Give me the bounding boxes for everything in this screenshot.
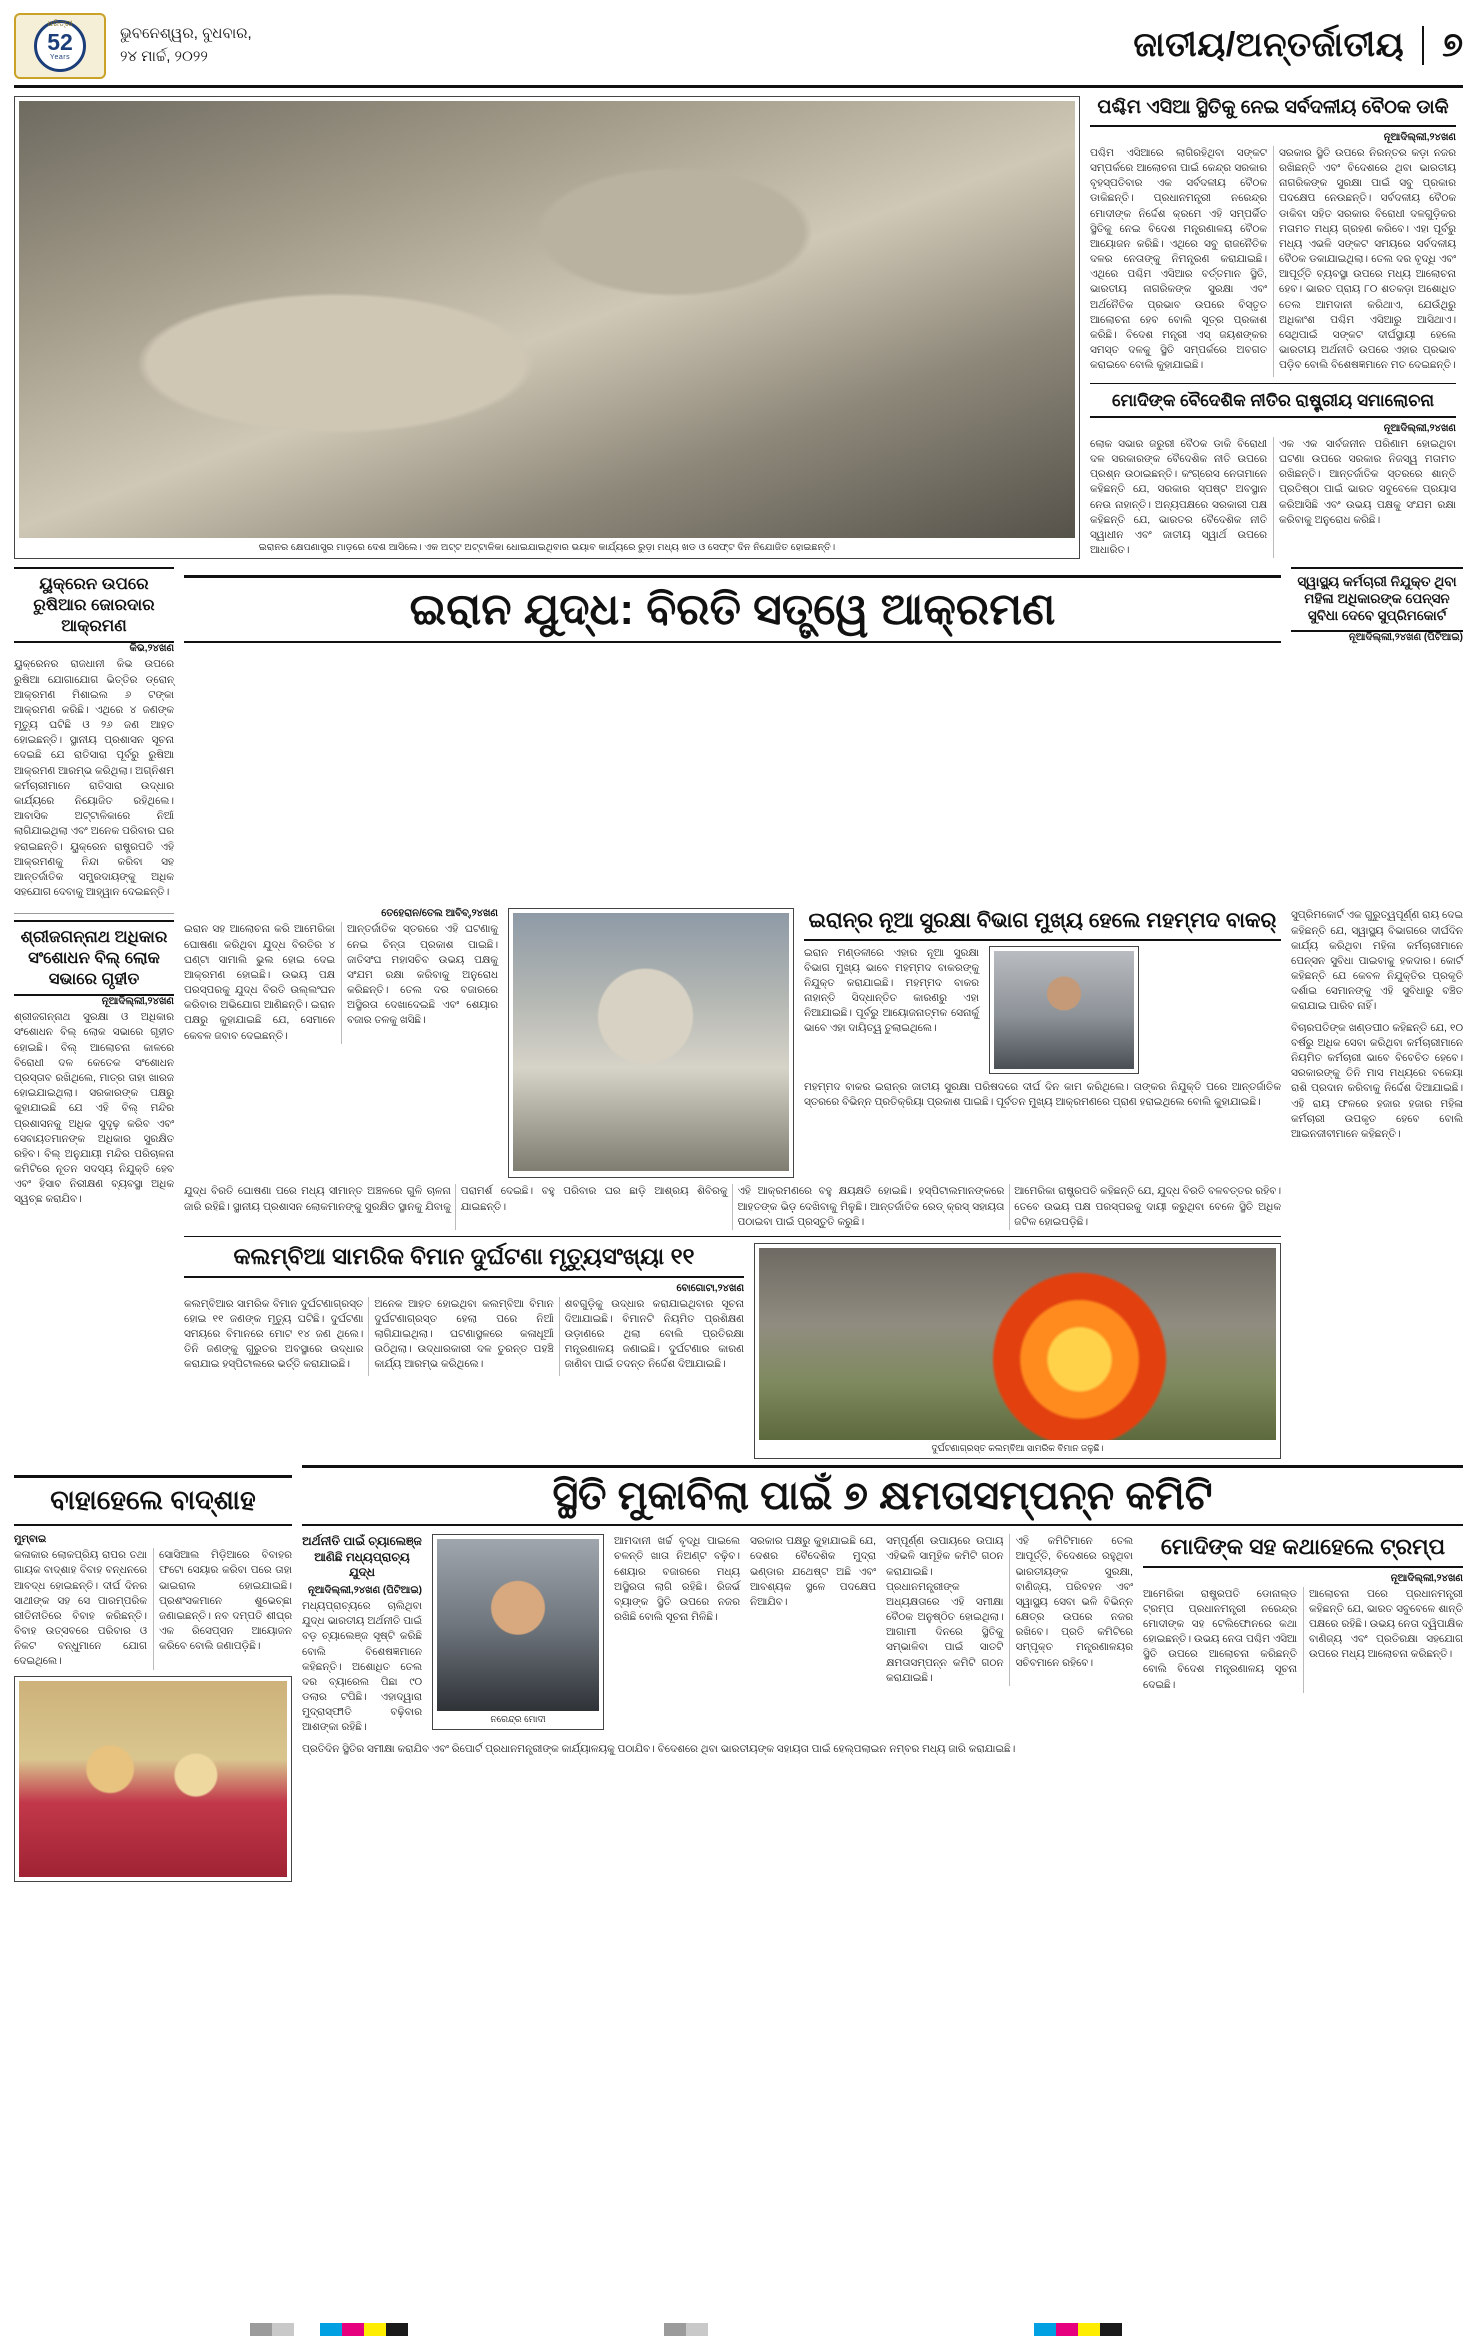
story-women-pension-dateline: ନୂଆଦିଲ୍ଲୀ,୨୪ଖଣ (ପିଟିଆଇ)	[1348, 632, 1463, 644]
trump-column	[1143, 1534, 1463, 1882]
story-colombia-body	[184, 1297, 744, 1377]
committee-text	[886, 1534, 1133, 1735]
blast-site-photo	[19, 101, 1075, 538]
wedding-couple-photo	[19, 1681, 287, 1877]
paragraph: କଲମ୍ବିଆର ସାମରିକ ବିମାନ ଦୁର୍ଘଟଣାଗ୍ରସ୍ତ ହୋଇ ୧୧ ଜଣଙ୍କ ମୃତ୍ୟୁ ଘଟିଛି। ଦୁର୍ଘଟଣା ସମୟରେ ବିମାନରେ ମୋଟ ୧୪ ଜଣ ଥିଲେ। ତିନି ଜଣଙ୍କୁ ଗୁରୁତର ଅବସ୍ଥାରେ ଉଦ୍ଧାର କରାଯାଇ ହସ୍ପିଟାଲରେ ଭର୍ତ୍ତି କରାଯାଇଛି।	[184, 1298, 364, 1371]
color-swatch	[1034, 2323, 1056, 2336]
couple-photo-block	[14, 1676, 292, 1882]
story-trump-body	[1143, 1587, 1463, 1693]
story-trump-dateline: ନୂଆଦିଲ୍ଲୀ,୨୪ଖଣ	[1390, 1572, 1463, 1584]
paragraph: ଅନେକ ଆହତ ହୋଇଥିବା କଲମ୍ବିଆ ବିମାନ ଦୁର୍ଘଟଣାଗ୍ରସ୍ତ ହେଲା ପରେ ନିଆଁ ଲାଗିଯାଇଥିଲା। ଘଟଣାସ୍ଥଳରେ କଳାଧୂଆଁ ଉଠିଥିଲା। ଉଦ୍ଧାରକାରୀ ଦଳ ତୁରନ୍ତ ପହଞ୍ଚି କାର୍ଯ୍ୟ ଆରମ୍ଭ କରିଥିଲେ।	[374, 1298, 554, 1371]
story-ukraine-headline: ୟୁକ୍ରେନ ଉପରେ ରୁଷିଆର ଜୋରଦାର ଆକ୍ରମଣ	[14, 567, 174, 643]
top-zone	[14, 96, 1463, 559]
mid-center-column	[184, 908, 1281, 1459]
page-number: ୭	[1422, 26, 1463, 65]
color-swatch	[250, 2323, 272, 2336]
paragraph: ଆଲୋଚନା ପରେ ପ୍ରଧାନମନ୍ତ୍ରୀ କହିଛନ୍ତି ଯେ, ଭାରତ ସବୁବେଳେ ଶାନ୍ତି ପକ୍ଷରେ ରହିଛି। ଉଭୟ ନେତା ଦ୍ୱିପାକ୍ଷିକ ବାଣିଜ୍ୟ ଏବଂ ପ୍ରତିରକ୍ଷା ସହଯୋଗ ଉପରେ ମଧ୍ୟ ଆଲୋଚନା କରିଛନ୍ତି।	[1309, 1588, 1463, 1661]
anniversary-years-label: Years	[49, 53, 71, 61]
paragraph: ଆମେରିକା ରାଷ୍ଟ୍ରପତି ଡୋନାଲ୍ଡ ଟ୍ରମ୍ପ ପ୍ରଧାନମନ୍ତ୍ରୀ ନରେନ୍ଦ୍ର ମୋଦୀଙ୍କ ସହ ଟେଲିଫୋନରେ କଥା ହୋଇଛନ୍ତି। ଉଭୟ ନେତା ପଶ୍ଚିମ ଏସିଆ ସ୍ଥିତି ଉପରେ ଆଲୋଚନା କରିଛନ୍ତି ବୋଲି ବିଦେଶ ମନ୍ତ୍ରଣାଳୟ ସୂଚନା ଦେଇଛି।	[1143, 1588, 1297, 1691]
main-banner-wrap	[184, 567, 1281, 900]
paragraph: ଆମଦାନୀ ଖର୍ଚ୍ଚ ବୃଦ୍ଧି ପାଇଲେ ଚଳନ୍ତି ଖାତା ନିଅଣ୍ଟ ବଢ଼ିବ। ଶେୟାର ବଜାରରେ ମଧ୍ୟ ଅସ୍ଥିରତା ଲାଗି ରହିଛି। ରିଜର୍ଭ ବ୍ୟାଙ୍କ ସ୍ଥିତି ଉପରେ ନଜର ରଖିଛି ବୋଲି ସୂଚନା ମିଳିଛି।	[614, 1536, 740, 1624]
iran-security-row	[804, 946, 1281, 1074]
newspaper-logo	[14, 13, 106, 79]
bottom-banner-row	[14, 1465, 1463, 1526]
story-west-asia-headline: ପଶ୍ଚିମ ଏସିଆ ସ୍ଥିତିକୁ ନେଇ ସର୍ବଦଳୀୟ ବୈଠକ ଡାକି	[1090, 96, 1456, 127]
paragraph: ସମ୍ପୂର୍ଣ୍ଣ ଉପାୟରେ ଉପାୟ ଏହିଭଳି ସାମୂହିକ କମିଟି ଗଠନ କରାଯାଇଛି। ପ୍ରଧାନମନ୍ତ୍ରୀଙ୍କ ଅଧ୍ୟକ୍ଷତାରେ ଏହି ସମୀକ୍ଷା ବୈଠକ ଅନୁଷ୍ଠିତ ହୋଇଥିଲା। ଆଗାମୀ ଦିନରେ ସ୍ଥିତିକୁ ସମ୍ଭାଳିବା ପାଇଁ ସାତଟି କ୍ଷମତାସମ୍ପନ୍ନ କମିଟି ଗଠନ କରାଯାଇଛି।	[886, 1536, 1004, 1684]
paragraph: ଇରାନ ସହ ଆଲୋଚନା କରି ଆମେରିକା ଘୋଷଣା କରିଥିବା ଯୁଦ୍ଧ ବିରତିର ୪ ଘଣ୍ଟା ସାମାଲି ଭୁଲ ହୋଇ ଦେଇ ଆକ୍ରମଣ ହୋଇଛି। ଉଭୟ ପକ୍ଷ ପରସ୍ପରକୁ ଯୁଦ୍ଧ ବିରତି ଉଲ୍ଲଂଘନ କରିବାର ଅଭିଯୋଗ ଆଣିଛନ୍ତି। ଇରାନ ପକ୍ଷରୁ କୁହାଯାଇଛି ଯେ, ସେମାନେ କେବଳ ଜବାବ ଦେଇଛନ୍ତି।	[184, 924, 335, 1042]
story-women-pension-headline: ସ୍ୱାସ୍ଥ୍ୟ କର୍ମଚାରୀ ନିଯୁକ୍ତ ଥିବା ମହିଳା ଅଧିକାରଙ୍କ ପେନ୍‌ସନ ସୁବିଧା ଦେବେ ସୁପ୍ରିମକୋର୍ଟ	[1291, 567, 1463, 632]
swatch-group-mid	[664, 2323, 708, 2336]
registration-color-bar	[0, 2319, 1477, 2339]
story-modi-review-dateline: ନୂଆଦିଲ୍ଲୀ,୨୪ଖଣ	[1383, 422, 1456, 434]
color-swatch	[320, 2323, 342, 2336]
story-iran-body-bottom	[184, 1184, 1281, 1230]
color-swatch	[1056, 2323, 1078, 2336]
story-economy-dateline: ନୂଆଦିଲ୍ଲୀ,୨୪ଖଣ (ପିଟିଆଇ)	[307, 1584, 422, 1596]
story-badshah-headline: ବାହାହେଲେ ବାଦ୍‌ଶାହ	[14, 1475, 292, 1526]
supreme-court-column	[1291, 567, 1463, 900]
paragraph: ଲୋକ ସଭାର ଜରୁରୀ ବୈଠକ ଡାକି ବିରୋଧୀ ଦଳ ସରକାରଙ୍କ ବୈଦେଶିକ ନୀତି ଉପରେ ପ୍ରଶ୍ନ ଉଠାଇଛନ୍ତି। କଂଗ୍ରେସ ନେତାମାନେ କହିଛନ୍ତି ଯେ, ସରକାର ସ୍ପଷ୍ଟ ଅବସ୍ଥାନ ନେଉ ନାହାନ୍ତି। ଅନ୍ୟପକ୍ଷରେ ସରକାରୀ ପକ୍ଷ କହିଛନ୍ତି ଯେ, ଭାରତର ବୈଦେଶିକ ନୀତି ସ୍ୱାଧୀନ ଏବଂ ଜାତୀୟ ସ୍ୱାର୍ଥ ଉପରେ ଆଧାରିତ।	[1090, 438, 1267, 557]
economy-row	[302, 1534, 1133, 1735]
iran-security-column	[804, 908, 1281, 1178]
swatch-group-left	[250, 2323, 294, 2336]
story-iran-security-headline: ଇରାନ୍‌ର ନୂଆ ସୁରକ୍ଷା ବିଭାଗ ମୁଖ୍ୟ ହେଲେ ମହମ୍ମଦ ବାକର୍	[804, 908, 1281, 940]
lead-photo-block	[14, 96, 1080, 559]
bottom-banner-headline: ସ୍ଥିତି ମୁକାବିଲା ପାଇଁ ୭ କ୍ଷମତାସମ୍ପନ୍ନ କମିଟି	[302, 1465, 1463, 1526]
plane-crash-fire-photo	[759, 1248, 1276, 1440]
iran-main-row	[184, 908, 1281, 1178]
story-ukraine-body: ୟୁକ୍ରେନର ରାଜଧାନୀ କିଭ ଉପରେ ରୁଷିଆ ଯୋଗାଯୋଗ ଭିତ୍ତିର ଡ୍ରୋନ୍ ଆକ୍ରମଣ ମିଶାଇଲ ୬ ଟଙ୍କା ଆକ୍ରମଣ କରିଛି। ଏଥିରେ ୪ ଜଣଙ୍କ ମୃତ୍ୟୁ ଘଟିଛି ଓ ୨୬ ଜଣ ଆହତ ହୋଇଛନ୍ତି। ସ୍ଥାନୀୟ ପ୍ରଶାସନ ସୂଚନା ଦେଇଛି ଯେ ରାତିସାରା ପୂର୍ବରୁ ରୁଷିଆ ଆକ୍ରମଣ ଆରମ୍ଭ କରିଥିଲା। ଅଗ୍ନିଶମ କର୍ମଚାରୀମାନେ ରାତିସାରା ଉଦ୍ଧାର କାର୍ଯ୍ୟରେ ନିୟୋଜିତ ରହିଥିଲେ। ଆବାସିକ ଅଟ୍ଟାଳିକାରେ ନିଆଁ ଲାଗିଯାଇଥିଲା ଏବଂ ଅନେକ ପରିବାର ଘର ହରାଇଛନ୍ତି। ୟୁକ୍ରେନ ରାଷ୍ଟ୍ରପତି ଏହି ଆକ୍ରମଣକୁ ନିନ୍ଦା କରିବା ସହ ଆନ୍ତର୍ଜାତିକ ସମ୍ପ୍ରଦାୟଙ୍କୁ ଅଧିକ ସହଯୋଗ ଦେବାକୁ ଆହ୍ୱାନ ଦେଇଛନ୍ତି।	[14, 659, 174, 899]
colombia-row	[184, 1243, 1281, 1459]
story-modi-review-headline: ମୋଦିଙ୍କ ବୈଦେଶିକ ନୀତିର ରାଷ୍ଟ୍ରୀୟ ସମାଲୋଚନା	[1090, 390, 1456, 418]
paragraph: ମହମ୍ମଦ ବାକର ଇରାନ୍‌ର ଜାତୀୟ ସୁରକ୍ଷା ପରିଷଦରେ ଦୀର୍ଘ ଦିନ କାମ କରିଥିଲେ। ତାଙ୍କର ନିଯୁକ୍ତି ପରେ ଆନ୍ତର୍ଜାତିକ ସ୍ତରରେ ବିଭିନ୍ନ ପ୍ରତିକ୍ରିୟା ପ୍ରକାଶ ପାଇଛି। ପୂର୍ବତନ ମୁଖ୍ୟ ଆକ୍ରମଣରେ ପ୍ରାଣ ହରାଇଥିଲେ ବୋଲି କୁହାଯାଇଛି।	[804, 1081, 1281, 1108]
soldier-street-photo	[513, 913, 789, 1171]
paragraph: ପ୍ରତିଦିନ ସ୍ଥିତିର ସମୀକ୍ଷା କରାଯିବ ଏବଂ ରିପୋର୍ଟ ପ୍ରଧାନମନ୍ତ୍ରୀଙ୍କ କାର୍ଯ୍ୟାଳୟକୁ ପଠାଯିବ। ବିଦେଶରେ ଥିବା ଭାରତୀୟଙ୍କ ସହାୟତା ପାଇଁ ହେଲ୍ପଲାଇନ ନମ୍ବର ମଧ୍ୟ ଜାରି କରାଯାଇଛି।	[302, 1743, 1016, 1755]
bottom-zone	[14, 1534, 1463, 1882]
date-line: ୨୪ ମାର୍ଚ୍ଚ, ୨୦୨୨	[120, 47, 208, 65]
paragraph: ଏହି ଆକ୍ରମଣରେ ବହୁ କ୍ଷୟକ୍ଷତି ହୋଇଛି। ହସ୍ପିଟାଲମାନଙ୍କରେ ଆହତଙ୍କ ଭିଡ଼ ଦେଖିବାକୁ ମିଳୁଛି। ଆନ୍ତର୍ଜାତିକ ରେଡ୍ କ୍ରସ୍ ସହାୟତା ପଠାଇବା ପାଇଁ ପ୍ରସ୍ତୁତି କରୁଛି।	[737, 1186, 1005, 1228]
paragraph: ଇରାନ ମଣ୍ଡଳୀରେ ଏହାର ନୂଆ ସୁରକ୍ଷା ବିଭାଗ ମୁଖ୍ୟ ଭାବେ ମହମ୍ମଦ ବାକରଙ୍କୁ ନିଯୁକ୍ତ କରାଯାଇଛି। ମହମ୍ମଦ ବାକର ନାହାନ୍ତି ସିଦ୍ଧାନ୍ତିତ କାରଣରୁ ଏହା ନିଆଯାଇଛି। ପୂର୍ବରୁ ଆୟୋଜନାତ୍ମକ ସେନାର୍କୁ ଭାବେ ଏହା ଦାୟିତ୍ୱ ତୁଲାଇଥିଲେ।	[804, 947, 979, 1035]
story-west-asia-body	[1090, 146, 1456, 377]
mohammad-bakar-photo	[994, 951, 1134, 1069]
mid-left-column	[14, 908, 174, 1459]
iran-main-text	[184, 908, 498, 1178]
story-badshah-body	[14, 1548, 292, 1670]
color-swatch	[686, 2323, 708, 2336]
color-swatch	[364, 2323, 386, 2336]
committee-column	[302, 1534, 1133, 1882]
section-title: ଜାତୀୟ/ଅନ୍ତର୍ଜାତୀୟ	[1133, 26, 1405, 64]
story-badshah-dateline: ମୁମ୍ବାଇ	[14, 1534, 47, 1546]
modi-photo-caption: ନରେନ୍ଦ୍ର ମୋଦୀ	[490, 1714, 546, 1725]
story-trump-headline: ମୋଦିଙ୍କ ସହ କଥାହେଲେ ଟ୍ରମ୍ପ	[1143, 1534, 1463, 1567]
paragraph: ଶବଗୁଡ଼ିକୁ ଉଦ୍ଧାର କରାଯାଇଥିବାର ସୂଚନା ଦିଆଯାଇଛି। ବିମାନଟି ନିୟମିତ ପ୍ରଶିକ୍ଷଣ ଉଡ଼ାଣରେ ଥିଲା ବୋଲି ପ୍ରତିରକ୍ଷା ମନ୍ତ୍ରଣାଳୟ ଜଣାଇଛି। ଦୁର୍ଘଟଣାର କାରଣ ଜାଣିବା ପାଇଁ ତଦନ୍ତ ନିର୍ଦ୍ଦେଶ ଦିଆଯାଇଛି।	[564, 1298, 744, 1371]
paragraph: ଯୁଦ୍ଧ ବିରତି ଘୋଷଣା ପରେ ମଧ୍ୟ ସୀମାନ୍ତ ଅଞ୍ଚଳରେ ଗୁଳି ଚାଳନା ଜାରି ରହିଛି। ସ୍ଥାନୀୟ ପ୍ରଶାସନ ଲୋକମାନଙ୍କୁ ସୁରକ୍ଷିତ ସ୍ଥାନକୁ ଯିବାକୁ ପରାମର୍ଶ ଦେଇଛି। ବହୁ ପରିବାର ଘର ଛାଡ଼ି ଆଶ୍ରୟ ଶିବିରକୁ ଯାଇଛନ୍ତି।	[184, 1186, 728, 1213]
story-iran-dateline: ତେହେରାନ/ତେଲ ଆବିବ୍,୨୪ଖଣ	[381, 908, 498, 920]
colombia-text	[184, 1243, 744, 1459]
paragraph: ଆମେରିକା ରାଷ୍ଟ୍ରପତି କହିଛନ୍ତି ଯେ, ଯୁଦ୍ଧ ବିରତି ବଳବତ୍ତର ରହିବ। ତେବେ ଉଭୟ ପକ୍ଷ ପରସ୍ପରକୁ ଦାୟୀ କରୁଥିବା ବେଳେ ସ୍ଥିତି ଅଧିକ ଜଟିଳ ହୋଇପଡ଼ିଛି।	[1014, 1186, 1281, 1228]
story-ukraine-dateline: କିଭ,୨୪ଖଣ	[129, 643, 174, 655]
dateline	[120, 23, 252, 68]
bakar-photo-block	[989, 946, 1139, 1074]
mid-right-column	[1291, 908, 1463, 1459]
color-swatch	[386, 2323, 408, 2336]
story-committee-body	[886, 1534, 1133, 1686]
story-economy-headline: ଅର୍ଥନୀତି ପାଇଁ ଚ୍ୟାଲେଞ୍ଜ ଆଣିଛି ମଧ୍ୟପ୍ରାଚ୍ୟ ଯୁଦ୍ଧ	[302, 1534, 422, 1580]
story-jagannath-body: ଶ୍ରୀଜଗନ୍ନାଥ ସୁରକ୍ଷା ଓ ଅଧିକାର ସଂଶୋଧନ ବିଲ୍ ଲୋକ ସଭାରେ ଗୃହୀତ ହୋଇଛି। ବିଲ୍ ଆଲୋଚନା କାଳରେ ବିରୋଧୀ ଦଳ କେତେକ ସଂଶୋଧନ ପ୍ରସ୍ତାବ ରଖିଥିଲେ, ମାତ୍ର ତାହା ଖାରଜ ହୋଇଯାଇଥିଲା। ସରକାରଙ୍କ ପକ୍ଷରୁ କୁହାଯାଇଛି ଯେ ଏହି ବିଲ୍ ମନ୍ଦିର ପ୍ରଶାସନକୁ ଅଧିକ ସୁଦୃଢ଼ କରିବ ଏବଂ ସେବାୟତମାନଙ୍କ ଅଧିକାର ସୁରକ୍ଷିତ ରହିବ। ବିଲ୍ ଅନୁଯାୟୀ ମନ୍ଦିର ପରିଚାଳନା କମିଟିରେ ନୂତନ ସଦସ୍ୟ ନିଯୁକ୍ତି ହେବ ଏବଂ ହିସାବ ନିରୀକ୍ଷଣ ବ୍ୟବସ୍ଥା ଅଧିକ ସ୍ୱଚ୍ଛ କରାଯିବ।	[14, 1012, 174, 1206]
story-iran-body-top	[184, 922, 498, 1044]
narendra-modi-photo	[437, 1539, 599, 1711]
logo-name: ଧରିତ୍ରୀ	[47, 18, 73, 28]
story-west-asia-dateline: ନୂଆଦିଲ୍ଲୀ,୨୪ଖଣ	[1383, 131, 1456, 143]
paragraph: କଳାକାର ଲୋକପ୍ରିୟ ରାପର ତଥା ଗାୟକ ବାଦ୍‌ଶାହ ବିବାହ ବନ୍ଧନରେ ଆବଦ୍ଧ ହୋଇଛନ୍ତି। ଦୀର୍ଘ ଦିନର ସାଥୀଙ୍କ ସହ ସେ ପାରମ୍ପରିକ ରୀତିନୀତିରେ ବିବାହ କରିଛନ୍ତି। ବିବାହ ଉତ୍ସବରେ ପରିବାର ଓ ନିକଟ ବନ୍ଧୁମାନେ ଯୋଗ ଦେଇଥିଲେ।	[14, 1550, 147, 1668]
badshah-column	[14, 1534, 292, 1882]
plane-photo-caption: ଦୁର୍ଘଟଣାଗ୍ରସ୍ତ କଲମ୍ବିଆ ସାମରିକ ବିମାନ ଜଳୁଛି।	[931, 1442, 1104, 1453]
modi-photo-block	[432, 1534, 604, 1730]
mid-zone	[14, 908, 1463, 1459]
swatch-group-cmyk-1	[320, 2323, 408, 2336]
paragraph: ସରକାର ପକ୍ଷରୁ କୁହାଯାଇଛି ଯେ, ଦେଶର ବୈଦେଶିକ ମୁଦ୍ରା ଭଣ୍ଡାର ଯଥେଷ୍ଟ ଅଛି ଏବଂ ଆବଶ୍ୟକ ସ୍ଥଳେ ପଦକ୍ଷେପ ନିଆଯିବ।	[750, 1536, 876, 1608]
main-banner-headline: ଇରାନ ଯୁଦ୍ଧ: ବିରତି ସତ୍ତ୍ୱେ ଆକ୍ରମଣ	[409, 585, 1056, 635]
paragraph: ଏକ ଏକ ସାର୍ବଜନୀନ ପରିଣାମ ହୋଇଥିବା ଘଟଣା ଉପରେ ସରକାର ନିଜସ୍ୱ ମତାମତ ରଖିଛନ୍ତି। ଆନ୍ତର୍ଜାତିକ ସ୍ତରରେ ଶାନ୍ତି ପ୍ରତିଷ୍ଠା ପାଇଁ ଭାରତ ସବୁବେଳେ ପ୍ରୟାସ କରିଆସିଛି ଏବଂ ଉଭୟ ପକ୍ଷକୁ ସଂଯମ ରକ୍ଷା କରିବାକୁ ଅନୁରୋଧ କରିଛି।	[1279, 438, 1456, 526]
economy-head-col	[302, 1534, 422, 1735]
paragraph: ଏହି କମିଟିମାନେ ତେଲ ଆପୂର୍ତ୍ତି, ବିଦେଶରେ ରହୁଥିବା ଭାରତୀୟଙ୍କ ସୁରକ୍ଷା, ବାଣିଜ୍ୟ, ପରିବହନ ଏବଂ ସ୍ୱାସ୍ଥ୍ୟ ସେବା ଭଳି ବିଭିନ୍ନ କ୍ଷେତ୍ର ଉପରେ ନଜର ରଖିବେ। ପ୍ରତି କମିଟିରେ ସମ୍ପୃକ୍ତ ମନ୍ତ୍ରଣାଳୟର ସଚିବମାନେ ରହିବେ।	[1015, 1536, 1133, 1669]
banner-row	[14, 567, 1463, 900]
story-jagannath-dateline: ନୂଆଦିଲ୍ଲୀ,୨୪ଖଣ	[101, 996, 174, 1008]
story-colombia-headline: କଲମ୍ବିଆ ସାମରିକ ବିମାନ ଦୁର୍ଘଟଣା ମୃତ୍ୟୁସଂଖ୍ୟା ୧୧	[184, 1243, 744, 1278]
paragraph: ବିଚାରପତିଙ୍କ ଖଣ୍ଡପୀଠ କହିଛନ୍ତି ଯେ, ୧୦ ବର୍ଷରୁ ଅଧିକ ସେବା କରିଥିବା କର୍ମଚାରୀମାନେ ନିୟମିତ କର୍ମଚାରୀ ଭାବେ ବିବେଚିତ ହେବେ। ସରକାରଙ୍କୁ ତିନି ମାସ ମଧ୍ୟରେ ବକେୟା ରାଶି ପ୍ରଦାନ କରିବାକୁ ନିର୍ଦ୍ଦେଶ ଦିଆଯାଇଛି। ଏହି ରାୟ ଫଳରେ ହଜାର ହଜାର ମହିଳା କର୍ମଚାରୀ ଉପକୃତ ହେବେ ବୋଲି ଆଇନଜୀବୀମାନେ କହିଛନ୍ତି।	[1291, 1022, 1463, 1140]
story-colombia-dateline: ବୋଗୋଟା,୨୪ଖଣ	[676, 1282, 744, 1294]
color-swatch	[664, 2323, 686, 2336]
top-right-column	[1090, 96, 1456, 559]
paragraph: ସରକାର ସ୍ଥିତି ଉପରେ ନିରନ୍ତର କଡ଼ା ନଜର ରଖିଛନ୍ତି ଏବଂ ବିଦେଶରେ ଥିବା ଭାରତୀୟ ନାଗରିକଙ୍କ ସୁରକ୍ଷା ପାଇଁ ସବୁ ପ୍ରକାର ପଦକ୍ଷେପ ନେଉଛନ୍ତି। ସର୍ବଦଳୀୟ ବୈଠକ ଡାକିବା ସହିତ ସରକାର ବିରୋଧୀ ଦଳଗୁଡ଼ିକର ମତାମତ ମଧ୍ୟ ଗ୍ରହଣ କରିବେ। ଏହା ପୂର୍ବରୁ ମଧ୍ୟ ଏଭଳି ସଙ୍କଟ ସମୟରେ ସର୍ବଦଳୀୟ ବୈଠକ ଡକାଯାଇଥିଲା। ତେଲ ଦର ବୃଦ୍ଧି ଏବଂ ଆପୂର୍ତ୍ତି ବ୍ୟବସ୍ଥା ଉପରେ ମଧ୍ୟ ଆଲୋଚନା ହେବ। ଭାରତ ପ୍ରାୟ ୮୦ ଶତକଡ଼ା ଅଶୋଧିତ ତେଲ ଆମଦାନୀ କରିଥାଏ, ଯେଉଁଥିରୁ ଅଧିକାଂଶ ପଶ୍ଚିମ ଏସିଆରୁ ଆସିଥାଏ। ସେଥିପାଇଁ ସଙ୍କଟ ଦୀର୍ଘସ୍ଥାୟୀ ହେଲେ ଭାରତୀୟ ଅର୍ଥନୀତି ଉପରେ ଏହାର ପ୍ରଭାବ ପଡ଼ିବ ବୋଲି ବିଶେଷଜ୍ଞମାନେ ମତ ଦେଇଛନ୍ତି।	[1279, 147, 1456, 372]
economy-col3	[750, 1534, 876, 1735]
paragraph: ସୁପ୍ରିମକୋର୍ଟ ଏକ ଗୁରୁତ୍ୱପୂର୍ଣ୍ଣ ରାୟ ଦେଇ କହିଛନ୍ତି ଯେ, ସ୍ୱାସ୍ଥ୍ୟ ବିଭାଗରେ ଦୀର୍ଘଦିନ କାର୍ଯ୍ୟ କରିଥିବା ମହିଳା କର୍ମଚାରୀମାନେ ପେନ୍‌ସନ ସୁବିଧା ପାଇବାକୁ ହକଦାର। କୋର୍ଟ କହିଛନ୍ତି ଯେ କେବଳ ନିଯୁକ୍ତିର ପ୍ରକୃତି ଦର୍ଶାଇ ସେମାନଙ୍କୁ ଏହି ସୁବିଧାରୁ ବଞ୍ଚିତ କରାଯାଇ ପାରିବ ନାହିଁ।	[1291, 910, 1463, 1013]
color-swatch	[272, 2323, 294, 2336]
masthead	[14, 10, 1463, 88]
plane-photo-block	[754, 1243, 1281, 1459]
committee-banner-wrap	[302, 1465, 1463, 1526]
color-swatch	[342, 2323, 364, 2336]
ukraine-column	[14, 567, 174, 900]
lead-photo-caption: ଇରାନର କ୍ଷେପଣାସ୍ତ୍ର ମାଡ଼ରେ ଦେଶ ଆସିଲେ। ଏକ ଅଟ୍ଟ ଅଟ୍ଟାଳିକା ଧୋଇଯାଇଥିବାର ଭୟାବ କାର୍ଯ୍ୟରେ ରୁଡ଼ା ମଧ୍ୟ ଖଡ ଓ ସେଫ୍ଟ ଦିନ ନିଯୋଜିତ ହୋଇଛନ୍ତି।	[258, 542, 836, 553]
paragraph: ସୋସିଆଲ ମିଡ଼ିଆରେ ବିବାହର ଫଟୋ ସେୟାର କରିବା ପରେ ତାହା ଭାଇରାଲ ହୋଇଯାଇଛି। ପ୍ରଶଂସକମାନେ ଶୁଭେଚ୍ଛା ଜଣାଇଛନ୍ତି। ନବ ଦମ୍ପତି ଶୀଘ୍ର ଏକ ରିସେପ୍ସନ ଆୟୋଜନ କରିବେ ବୋଲି ଜଣାପଡ଼ିଛି।	[159, 1550, 292, 1653]
paragraph: ଆନ୍ତର୍ଜାତିକ ସ୍ତରରେ ଏହି ଘଟଣାକୁ ନେଇ ଚିନ୍ତା ପ୍ରକାଶ ପାଇଛି। ଜାତିସଂଘ ମହାସଚିବ ଉଭୟ ପକ୍ଷକୁ ସଂଯମ ରକ୍ଷା କରିବାକୁ ଅନୁରୋଧ କରିଛନ୍ତି। ତେଲ ଦର ବଜାରରେ ଅସ୍ଥିରତା ଦେଖାଦେଇଛି ଏବଂ ଶେୟାର ବଜାର ତଳକୁ ଖସିଛି।	[347, 924, 498, 1027]
story-modi-review-body	[1090, 437, 1456, 559]
anniversary-years: 52	[47, 28, 73, 55]
swatch-group-cmyk-2	[1034, 2323, 1122, 2336]
color-swatch	[1078, 2323, 1100, 2336]
paragraph: ମଧ୍ୟପ୍ରାଚ୍ୟରେ ଚାଲିଥିବା ଯୁଦ୍ଧ ଭାରତୀୟ ଅର୍ଥନୀତି ପାଇଁ ବଡ଼ ଚ୍ୟାଲେଞ୍ଜ ସୃଷ୍ଟି କରିଛି ବୋଲି ବିଶେଷଜ୍ଞମାନେ କହିଛନ୍ତି। ଅଶୋଧିତ ତେଲ ଦର ବ୍ୟାରେଲ ପିଛା ୯୦ ଡଲାର ଟପିଛି। ଏହାଦ୍ୱାରା ମୁଦ୍ରାସ୍ଫୀତି ବଢ଼ିବାର ଆଶଙ୍କା ରହିଛି।	[302, 1600, 422, 1734]
economy-col2	[614, 1534, 740, 1735]
story-jagannath-headline: ଶ୍ରୀଜଗନ୍ନାଥ ଅଧିକାର ସଂଶୋଧନ ବିଲ୍ ଲୋକ ସଭାରେ ଗୃହୀତ	[14, 920, 174, 996]
soldier-photo-block	[508, 908, 794, 1178]
place-line: ଭୁବନେଶ୍ୱର, ବୁଧବାର,	[120, 25, 252, 42]
badshah-head-wrap	[14, 1475, 292, 1526]
color-swatch	[1100, 2323, 1122, 2336]
paragraph: ପଶ୍ଚିମ ଏସିଆରେ ଲାଗିରହିଥିବା ସଙ୍କଟ ସମ୍ପର୍କରେ ଆଲୋଚନା ପାଇଁ କେନ୍ଦ୍ର ସରକାର ବୃହସ୍ପତିବାର ଏକ ସର୍ବଦଳୀୟ ବୈଠକ ଡାକିଛନ୍ତି। ପ୍ରଧାନମନ୍ତ୍ରୀ ନରେନ୍ଦ୍ର ମୋଦୀଙ୍କ ନିର୍ଦ୍ଦେଶ କ୍ରମେ ଏହି ସମ୍ପର୍କିତ ସ୍ଥିତିକୁ ନେଇ ବିଦେଶ ମନ୍ତ୍ରଣାଳୟ ବୈଠକ ଆୟୋଜନ କରିଛି। ଏଥିରେ ସବୁ ରାଜନୈତିକ ଦଳର ନେତାଙ୍କୁ ନିମନ୍ତ୍ରଣ କରାଯାଇଛି। ଏଥିରେ ପଶ୍ଚିମ ଏସିଆର ବର୍ତ୍ତମାନ ସ୍ଥିତି, ଭାରତୀୟ ନାଗରିକଙ୍କ ସୁରକ୍ଷା ଏବଂ ଅର୍ଥନୈତିକ ପ୍ରଭାବ ଉପରେ ବିସ୍ତୃତ ଆଲୋଚନା ହେବ ବୋଲି ସୂତ୍ର ପ୍ରକାଶ କରିଛି। ବିଦେଶ ମନ୍ତ୍ରୀ ଏସ୍ ଜୟଶଙ୍କର ସମସ୍ତ ଦଳକୁ ସ୍ଥିତି ସମ୍ପର୍କରେ ଅବଗତ କରାଇବେ ବୋଲି କୁହାଯାଇଛି।	[1090, 147, 1267, 372]
